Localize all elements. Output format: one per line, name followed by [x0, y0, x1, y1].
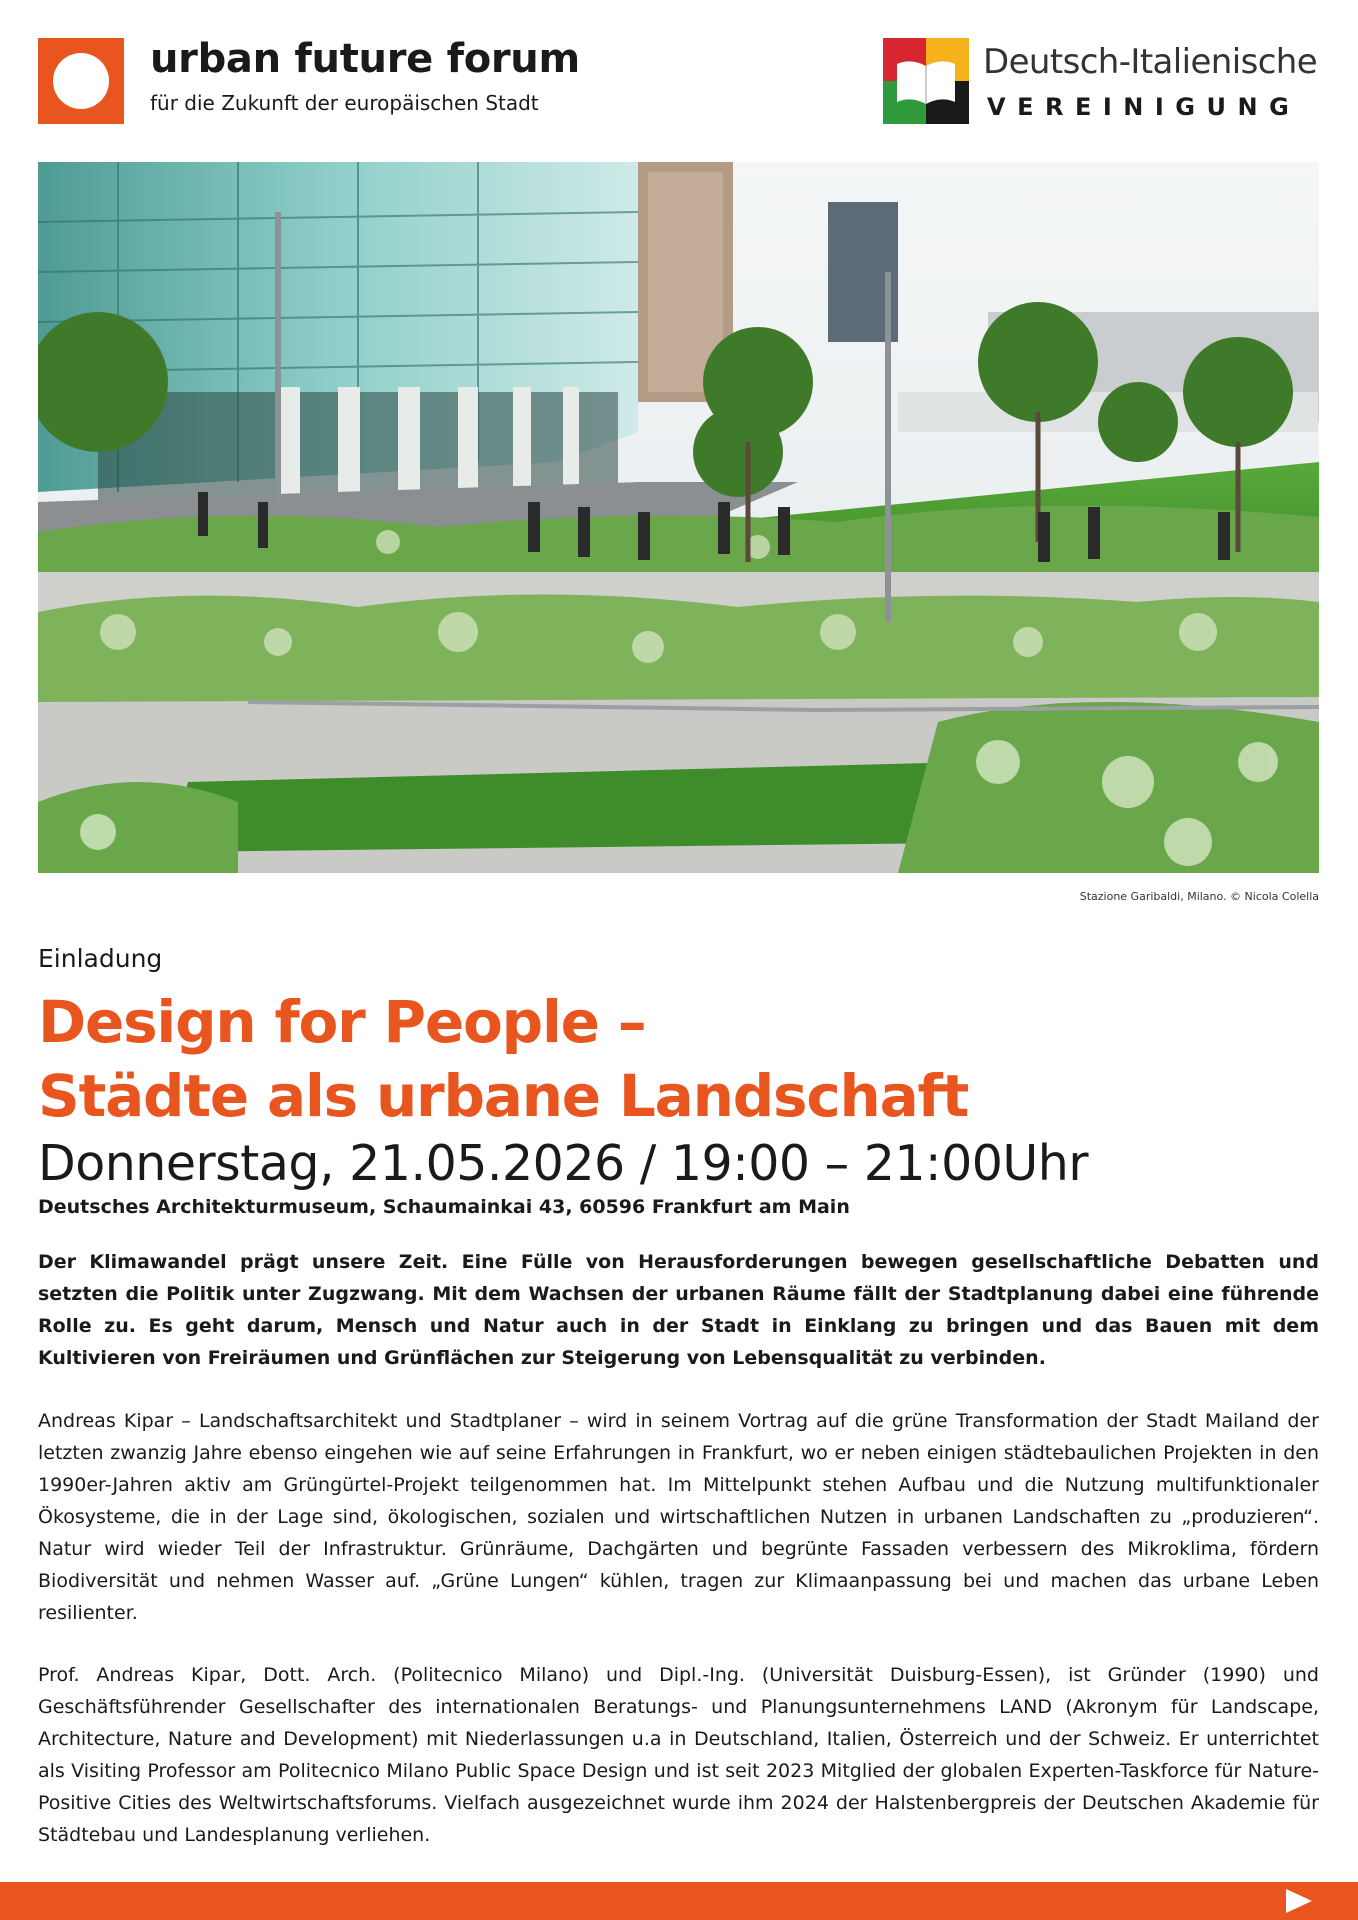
photo-credit: Stazione Garibaldi, Milano. © Nicola Colella	[1079, 890, 1319, 903]
play-triangle-icon[interactable]	[1286, 1889, 1312, 1913]
event-datetime: Donnerstag, 21.05.2026 / 19:00 – 21:00Uhr	[38, 1135, 1088, 1192]
speaker-bio-paragraph: Prof. Andreas Kipar, Dott. Arch. (Politecnico Milano) und Dipl.-Ing. (Universität Duisburg-Essen), ist Gründer (1990) und Geschäftsführender Gesellschafter des internationalen Beratungs- und Planungsunternehmens LAND (Akronym für Landscape, Architecture, Nature and Development) mit Niederlassungen u.a in Deutschland, Italien, Österreich und der Schweiz. Er unterrichtet als Visiting Professor am Politecnico Milano Public Space Design und ist seit 2023 Mitglied der globalen Experten-Taskforce für Nature-Positive Cities des Weltwirtschaftsforums. Vielfach ausgezeichnet wurde ihm 2024 der Halstenbergpreis der Deutschen Akademie für Städtebau und Landesplanung verliehen.	[38, 1664, 1319, 1846]
invitation-label: Einladung	[38, 944, 163, 973]
deutsch-italienische-title: Deutsch-Italienische	[983, 42, 1318, 82]
urban-future-forum-subtitle: für die Zukunft der europäischen Stadt	[150, 91, 539, 115]
headline-line-2: Städte als urbane Landschaft	[38, 1062, 969, 1130]
footer-bar	[0, 1882, 1358, 1920]
urban-future-forum-logo-icon	[38, 38, 124, 124]
event-venue: Deutsches Architekturmuseum, Schaumainkai 43, 60596 Frankfurt am Main	[38, 1196, 850, 1218]
lecture-paragraph: Andreas Kipar – Landschaftsarchitekt und Stadtplaner – wird in seinem Vortrag auf die grüne Transformation der Stadt Mailand der letzten zwanzig Jahre ebenso eingehen wie auf seine Erfahrungen in Frankfurt, wo er neben einigen städtebaulichen Projekten in den 1990er-Jahren aktiv am Grüngürtel-Projekt teilgenommen hat. Im Mittelpunkt stehen Aufbau und die Nutzung multifunktionaler Ökosysteme, die in der Lage sind, ökologischen, sozialen und wirtschaftlichen Nutzen in urbanen Landschaften zu „produzieren“. Natur wird wieder Teil der Infrastruktur. Grünräume, Dachgärten und begrünte Fassaden verbessern des Mikroklima, fördern Biodiversität und nehmen Wasser auf. „Grüne Lungen“ kühlen, tragen zur Klimaanpassung bei und machen das urbane Leben resilienter.	[38, 1410, 1319, 1624]
intro-paragraph: Der Klimawandel prägt unsere Zeit. Eine Fülle von Herausforderungen bewegen gesellschaftliche Debatten und setzten die Politik unter Zugzwang. Mit dem Wachsen der urbanen Räume fällt der Stadtplanung dabei eine führende Rolle zu. Es geht darum, Mensch und Natur auch in der Stadt in Einklang zu bringen und das Bauen mit dem Kultivieren von Freiräumen und Grünflächen zur Steigerung von Lebensqualität zu verbinden.	[38, 1251, 1319, 1369]
urban-future-forum-title: urban future forum	[150, 36, 580, 82]
deutsch-italienische-logo-icon	[883, 38, 969, 124]
vereinigung-subtitle: VEREINIGUNG	[987, 93, 1301, 121]
headline-line-1: Design for People –	[38, 988, 646, 1056]
hero-photo	[38, 162, 1319, 873]
